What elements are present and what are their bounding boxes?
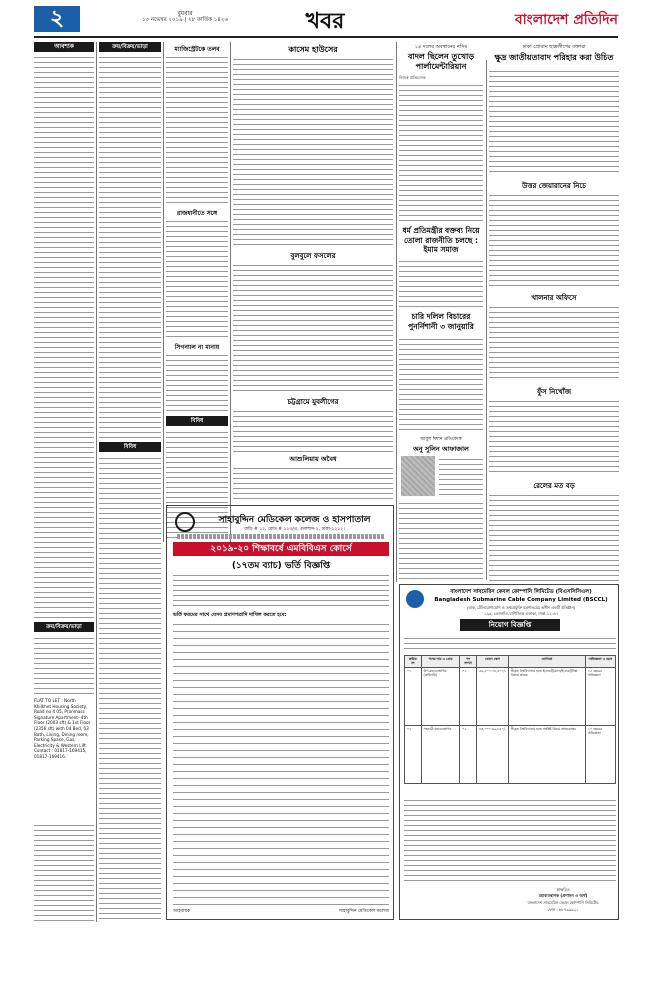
table-cell: ৪৩,০০০-৬৯,৮৫০/- [476,725,508,783]
table-cell: উপ-মহাব্যবস্থাপক (কারিগরি) [421,667,460,725]
uttara-headline: উত্তর জেয়ারানের নিচে [522,182,586,190]
docs-title: ভর্তি ফরমের সাথে যেসব প্রমাণপত্রাদি দাখিল করতে হবে: [173,612,287,618]
page-number-badge [34,6,80,32]
table-cell: ৫৬,৫০০-৭৪,৪০০/- [476,667,508,725]
bsccl-logo-icon [406,590,424,608]
classifieds-col-1 [34,42,94,922]
obit-kicker: আবুল ঈশান প্রতিবেদক [420,437,462,442]
byline: নিজস্ব প্রতিবেদক [399,75,426,80]
medical-address: বাড়ি # ১২, রোড # ১১৩/এ, গুলশান-২, ঢাকা-১২১২। [244,527,345,532]
notices-col [166,42,228,542]
date-line: ১৩ নভেম্বর ২০১৯ | ২৮ কার্তিক ১৪২৬ [141,17,229,23]
classifieds-header-1b: ক্রয়/বিক্রয়/ভাড়া [34,622,94,632]
table-cell: সহকারী মহাব্যবস্থাপক [421,725,460,783]
robbery-headline: রাজধানীতে সঙ্গে [176,210,218,217]
center-stories [233,42,393,502]
session-banner: ২০১৯-২০ শিক্ষাবর্ষে এমবিবিএস কোর্সে [173,542,389,556]
ad-body-text [173,572,389,608]
table-header: যোগ্যতা [508,656,585,668]
table-header: বেতন স্কেল [476,656,508,668]
classified-text [99,455,161,922]
charge-headline: চারি দলিল বিচারের পুনর্নিশানী ৩ জানুয়ারি [408,312,474,331]
batch-title: (১৭তম ব্যাচ) ভর্তি বিজ্ঞপ্তি [231,561,331,571]
column-divider [486,60,487,580]
story-text [233,408,393,452]
right-center-col [399,42,483,582]
bsccl-notice [399,584,619,920]
parliamentarian-headline: বাদল ছিলেন তুখোড় পার্লামেন্টারিয়ান [407,52,475,71]
top-story-headline: কাসেম হাউসের [288,45,338,54]
weekday: বুধবার [177,10,193,17]
missing-headline: ফুঁস নিখোঁজ [536,388,572,396]
classifieds-header-2: ক্রয়/বিক্রয়/ভাড়া [99,42,161,52]
newspaper-logo: বাংলাদেশ প্রতিদিন [514,12,618,28]
column-divider [96,42,97,922]
story-text [489,398,619,476]
masthead [0,0,650,40]
khulna-headline: খালনার অফিসে [531,294,577,302]
bsccl-footer-designation: মহাব্যবস্থাপক (প্রশাসন ও অর্থ) [538,893,588,898]
ad-logo-icon [175,512,195,532]
ctg-headline: চট্টগ্রামে যুবলীগের [287,398,339,406]
page-number: ২ [49,6,65,31]
bsccl-conditions [404,797,616,885]
notice-text [166,54,228,204]
bsccl-name-bn: বাংলাদেশ সাবমেরিন কেবল কোম্পানি লিমিটেড (বিএসসিসিএল) [450,589,592,595]
table-header: ক্রমিক নং [405,656,422,668]
flat-to-let-ad: FLAT TO LET : North Khilkhet Housing Society, Road no 4 05, Pranmass Signature Apartment- 4th Floor (2003 sft) & 1st Floor (2356 sft) with 04 Bed, 03 Bath, Living, Dining room, Parking Space, Gas, Electricity & Western Lift. Contact : 01817-169415, 01817-169416. [34,698,91,759]
table-header-row [405,656,616,668]
story-text [399,500,483,582]
soil-headline: বুলবুলে ফসলের [290,252,336,260]
magistrate-headline: ম্যাজিস্ট্রেটকে তলব [174,46,220,53]
obit-photo [401,456,435,496]
notice-text [166,218,228,338]
table-cell: ০২ [405,725,422,783]
story-text [233,465,393,502]
medical-name: সাহাবুদ্দিন মেডিকেল কলেজ ও হাসপাতাল [218,515,371,525]
docs-list [173,620,389,905]
signal-headline: সিগন্যাল না মানায় [174,344,220,351]
table-header: পদ সংখ্যা [460,656,477,668]
story-text [489,492,619,582]
table-cell: ০২ [460,725,477,783]
column-divider [163,42,164,542]
misc-header: বিবিধ [166,416,228,426]
classified-text [34,822,94,922]
story-text [439,456,483,496]
bsccl-footer-company: বাংলাদেশ সাবমেরিন কেবল কোম্পানি লিমিটেড [527,900,599,905]
classified-text [99,54,161,439]
bsccl-subaddress: ১৯৩, তেজগাঁও-বাণিজ্যিক এলাকা, ঢাকা-১২০৮। [484,611,558,616]
medical-college-ad [166,505,394,920]
column-divider [230,42,231,542]
table-cell: ১০ বছরের অভিজ্ঞতা [585,725,615,783]
masthead-rule [34,36,618,38]
faith-headline: ধর্ম প্রতিমন্ত্রীর বক্তব্য নিয়ে তোলা রাজনীতি চলছে : ইমাম সমাজ [402,226,480,254]
classifieds-header-2b: বিবিধ [99,442,161,452]
bsccl-address: (ডাক, টেলিযোগাযোগ ও তথ্যপ্রযুক্তি মন্ত্রণালয়ের অধীন একটি প্রতিষ্ঠান) [466,605,576,610]
story-text [233,262,393,392]
notice-text [166,352,228,412]
story-text [399,258,483,308]
table-cell: ১৫ বছরের অভিজ্ঞতা [585,667,615,725]
train-headline: রেলের মত বড় [533,482,575,490]
bsccl-intro-text [404,635,616,651]
table-cell: স্বীকৃত বিশ্ববিদ্যালয় হতে ইলেকট্রিক্যাল/ইলেকট্রনিক্স বিষয়ে স্নাতক [508,667,585,725]
ashulia-headline: আশুলিয়ায় অবৈধ [289,455,337,463]
obit-name: অনু সুলিন আফাজাল [413,445,469,453]
table-cell: স্বীকৃত বিশ্ববিদ্যালয় হতে সংশ্লিষ্ট বিষয়ে স্নাতকোত্তর [508,725,585,783]
bsccl-name-en: Bangladesh Submarine Cable Company Limited (BSCCL) [434,597,608,603]
table-row [405,725,616,783]
story-text [489,68,619,176]
table-header: পদের নাম ও গ্রেড [421,656,460,668]
story-text [233,56,393,246]
kicker: ১৪ দলের অবস্থানের নসিম [414,44,468,50]
table-cell: ০১ [460,667,477,725]
bsccl-footer-phone: ফোন : ৮৮৭৯৯৯২১ [547,907,579,912]
classifieds-col-2 [99,42,161,922]
dhaka-kicker: ঢাকা প্রোবান ছাত্রলীগের বক্তারা [522,44,586,50]
column-divider [396,42,397,582]
section-title: খবর [305,9,345,34]
bsccl-notice-title: নিয়োগ বিজ্ঞপ্তি [460,619,560,631]
recruitment-table [404,655,616,784]
classifieds-header-1: আবশ্যক [34,42,94,52]
story-text [399,336,483,432]
story-text [489,304,619,382]
classified-text [34,54,94,619]
right-col [489,42,619,582]
table-cell: ০১ [405,667,422,725]
bsccl-footer-sign: স্বাক্ষরিত [556,887,570,892]
table-header: অভিজ্ঞতা ও বয়স [585,656,615,668]
dhaka-headline: ক্ষুদ্র জাতীয়তাবাদ পরিহার করা উচিত [494,53,614,62]
ad-footer-right: সাহাবুদ্দিন মেডিকেল কলেজ [338,909,389,914]
classified-text [34,635,94,695]
story-text [489,192,619,288]
medical-contact [177,534,385,539]
ad-footer-left: আহবায়ক [173,909,191,914]
story-text [399,82,483,222]
table-row [405,667,616,725]
